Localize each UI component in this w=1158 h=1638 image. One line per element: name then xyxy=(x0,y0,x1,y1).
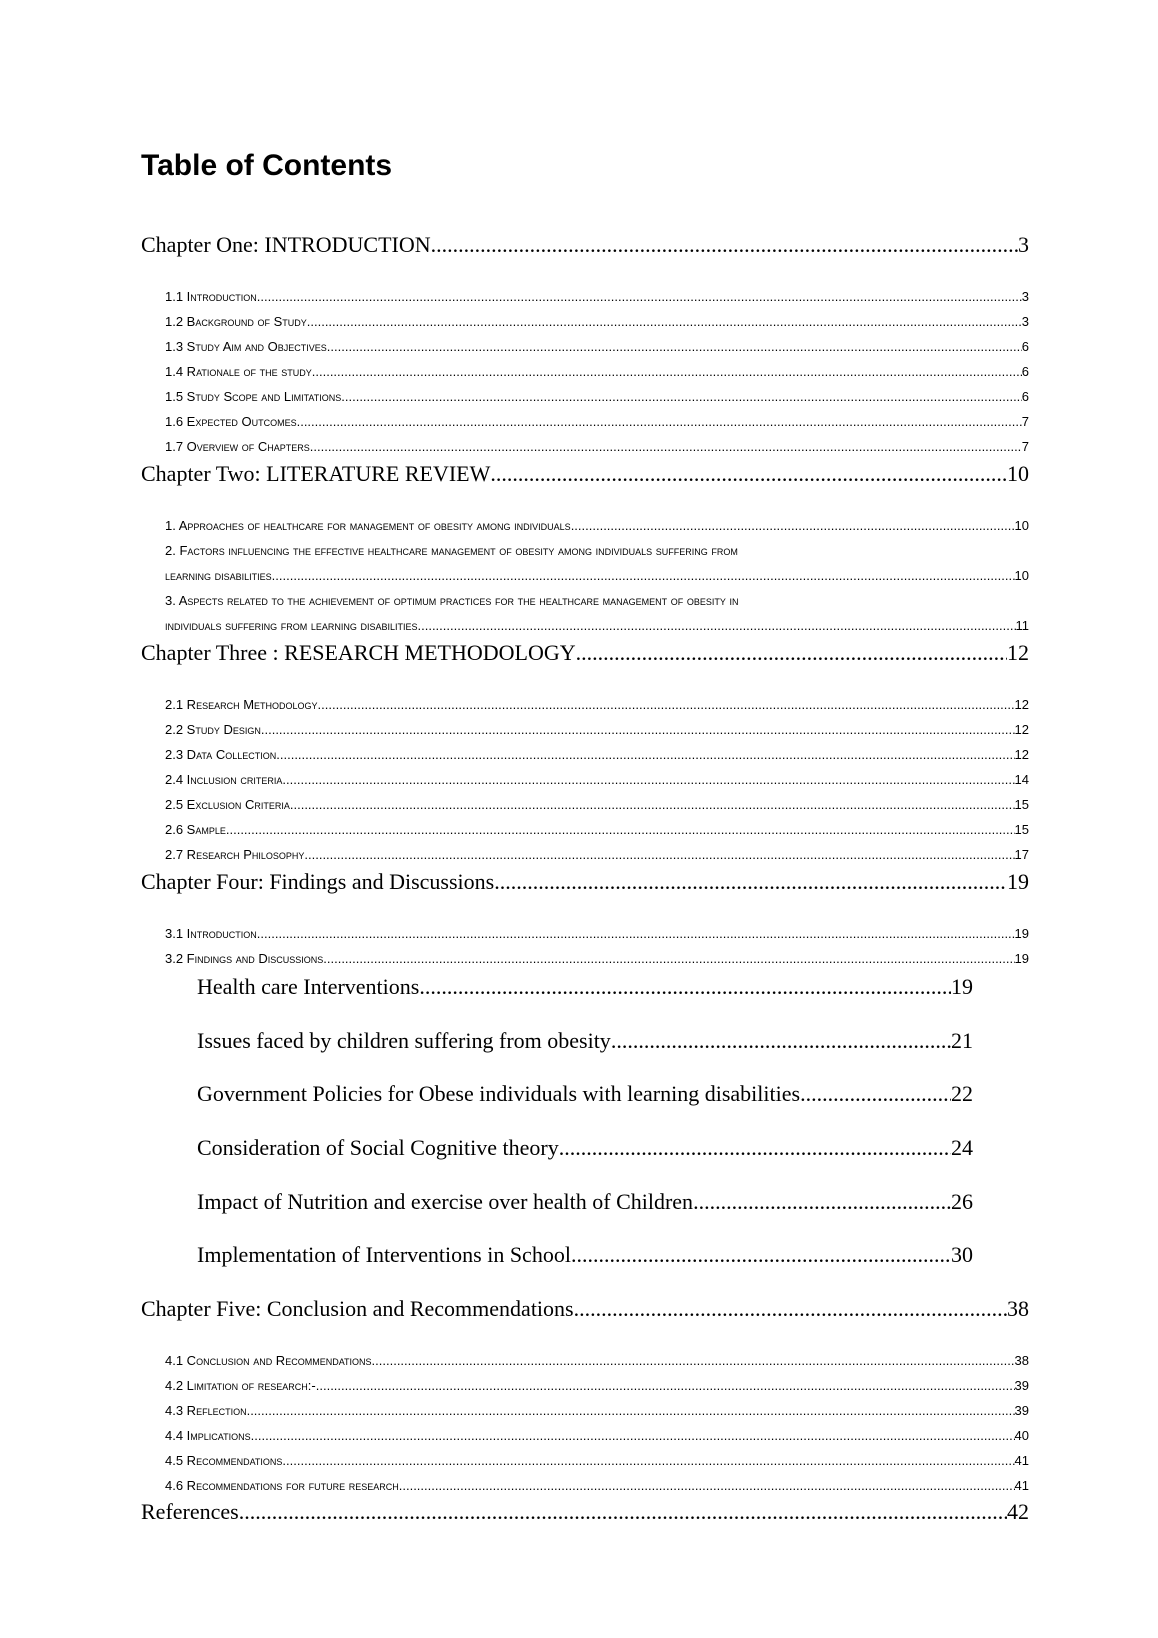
toc-entry-label: 2.3 Data Collection xyxy=(165,747,277,762)
toc-page-number: 11 xyxy=(1015,618,1029,633)
toc-entry-label: 1.4 Rationale of the study xyxy=(165,364,312,379)
toc-page-number: 40 xyxy=(1014,1428,1029,1443)
toc-entry-label: References xyxy=(141,1499,239,1524)
toc-page-number: 39 xyxy=(1014,1378,1029,1393)
toc-entry-label: individuals suffering from learning disabilities xyxy=(165,618,418,633)
toc-entry-label: Chapter Three : RESEARCH METHODOLOGY xyxy=(141,640,576,665)
toc-chapter-one[interactable] xyxy=(141,231,1029,259)
dot-leader xyxy=(239,1498,1007,1526)
toc-section-5-5[interactable] xyxy=(165,1451,1029,1471)
dot-leader xyxy=(282,1451,1014,1471)
toc-page-number: 22 xyxy=(951,1081,973,1106)
dot-leader xyxy=(431,231,1018,259)
toc-section-3-1[interactable] xyxy=(165,695,1029,715)
dot-leader xyxy=(500,868,1007,896)
dot-leader xyxy=(574,1295,1007,1323)
toc-page-number: 19 xyxy=(1014,951,1029,966)
toc-page-number: 41 xyxy=(1014,1453,1029,1468)
dot-leader xyxy=(323,949,1014,969)
toc-chapter-three[interactable] xyxy=(141,639,1029,667)
toc-section-5-6[interactable] xyxy=(165,1476,1029,1496)
toc-entry-label: 1.6 Expected Outcomes xyxy=(165,414,297,429)
dot-leader xyxy=(272,566,1015,586)
toc-entry-label: Chapter Five: Conclusion and Recommendations xyxy=(141,1296,574,1321)
dot-leader xyxy=(290,795,1015,815)
toc-entry-label: 4.5 Recommendations xyxy=(165,1453,283,1468)
dot-leader xyxy=(559,1134,951,1162)
toc-topic-government-policies[interactable] xyxy=(197,1080,973,1108)
dot-leader xyxy=(276,745,1014,765)
toc-entry-label: 1.1 Introduction xyxy=(165,289,257,304)
toc-references[interactable] xyxy=(141,1498,1029,1526)
dot-leader xyxy=(693,1188,951,1216)
dot-leader xyxy=(251,1426,1015,1446)
dot-leader xyxy=(490,460,1007,488)
toc-page-number: 6 xyxy=(1021,339,1029,354)
toc-topic-nutrition-exercise[interactable] xyxy=(197,1188,973,1216)
dot-leader xyxy=(310,437,1022,457)
dot-leader xyxy=(571,516,1015,536)
toc-page-number: 12 xyxy=(1014,747,1029,762)
toc-title: Table of Contents xyxy=(141,149,393,182)
toc-section-4-1[interactable] xyxy=(165,924,1029,944)
toc-page-number: 15 xyxy=(1014,797,1029,812)
toc-entry-label: 1. Approaches of healthcare for management of obesity among individuals xyxy=(165,518,571,533)
toc-page-number: 10 xyxy=(1007,461,1029,486)
toc-entry-label: 1.5 Study Scope and Limitations xyxy=(165,389,342,404)
toc-page-number: 26 xyxy=(951,1189,973,1214)
toc-topic-interventions-school[interactable] xyxy=(197,1241,973,1269)
dot-leader xyxy=(282,770,1014,790)
toc-section-3-6[interactable] xyxy=(165,820,1029,840)
toc-page-number: 30 xyxy=(951,1242,973,1267)
toc-page-number: 7 xyxy=(1021,439,1029,454)
toc-entry-label: 2.4 Inclusion criteria xyxy=(165,772,283,787)
dot-leader xyxy=(297,412,1022,432)
toc-entry-label: 1.7 Overview of Chapters xyxy=(165,439,310,454)
toc-topic-health-care-interventions[interactable] xyxy=(197,973,973,1001)
toc-entry-label: Implementation of Interventions in School xyxy=(197,1242,571,1267)
toc-section-1-3[interactable] xyxy=(165,337,1029,357)
dot-leader xyxy=(418,616,1016,636)
toc-page-number: 14 xyxy=(1014,772,1029,787)
toc-entry-label: 2.1 Research Methodology xyxy=(165,697,318,712)
toc-entry-label: Government Policies for Obese individuals with learning disabilities xyxy=(197,1081,801,1106)
toc-page-number: 10 xyxy=(1014,568,1029,583)
toc-page-number: 17 xyxy=(1014,847,1029,862)
toc-page-number: 6 xyxy=(1021,389,1029,404)
toc-page-number: 12 xyxy=(1014,722,1029,737)
toc-section-1-7[interactable] xyxy=(165,437,1029,457)
toc-page-number: 19 xyxy=(1014,926,1029,941)
toc-page-number: 41 xyxy=(1014,1478,1029,1493)
dot-leader xyxy=(372,1351,1015,1371)
toc-section-3-7[interactable] xyxy=(165,845,1029,865)
toc-page-number: 39 xyxy=(1014,1403,1029,1418)
toc-page-number: 3 xyxy=(1021,314,1029,329)
toc-section-2-3-line1[interactable]: 3. Aspects related to the achievement of optimum practices for the healthcare management of obesity in xyxy=(165,593,739,608)
toc-entry-label: 3.1 Introduction xyxy=(165,926,257,941)
dot-leader xyxy=(576,639,1007,667)
toc-entry-label: 1.2 Background of Study xyxy=(165,314,307,329)
toc-page-number: 12 xyxy=(1007,640,1029,665)
dot-leader xyxy=(318,695,1015,715)
toc-chapter-five[interactable] xyxy=(141,1295,1029,1323)
dot-leader xyxy=(247,1401,1015,1421)
toc-section-3-5[interactable] xyxy=(165,795,1029,815)
toc-entry-label: 4.1 Conclusion and Recommendations xyxy=(165,1353,372,1368)
toc-section-5-4[interactable] xyxy=(165,1426,1029,1446)
toc-section-2-2-line1[interactable]: 2. Factors influencing the effective healthcare management of obesity among individuals suffering from xyxy=(165,543,738,558)
dot-leader xyxy=(341,387,1022,407)
toc-entry-label: Issues faced by children suffering from obesity xyxy=(197,1028,611,1053)
dot-leader xyxy=(226,820,1015,840)
toc-page-number: 38 xyxy=(1014,1353,1029,1368)
toc-entry-label: 2.5 Exclusion Criteria xyxy=(165,797,290,812)
toc-section-1-4[interactable] xyxy=(165,362,1029,382)
dot-leader xyxy=(419,973,951,1001)
toc-entry-label: 4.4 Implications xyxy=(165,1428,251,1443)
toc-section-5-3[interactable] xyxy=(165,1401,1029,1421)
toc-page-number: 6 xyxy=(1021,364,1029,379)
toc-chapter-four[interactable] xyxy=(141,868,1029,896)
toc-section-5-2[interactable] xyxy=(165,1376,1029,1396)
dot-leader xyxy=(800,1080,951,1108)
toc-entry-label: 2.2 Study Design xyxy=(165,722,261,737)
toc-entry-label: Health care Interventions xyxy=(197,974,420,999)
toc-entry-label: learning disabilities xyxy=(165,568,272,583)
dot-leader xyxy=(399,1476,1015,1496)
toc-section-4-2[interactable] xyxy=(165,949,1029,969)
toc-section-3-2[interactable] xyxy=(165,720,1029,740)
toc-page-number: 10 xyxy=(1014,518,1029,533)
toc-entry-label: Chapter One: INTRODUCTION xyxy=(141,232,431,257)
toc-page-number: 19 xyxy=(951,974,973,999)
toc-page-number: 21 xyxy=(951,1028,973,1053)
toc-page-number: 3 xyxy=(1018,232,1029,257)
toc-page-number: 19 xyxy=(1007,869,1029,894)
toc-entry-label: 4.6 Recommendations for future research xyxy=(165,1478,399,1493)
toc-topic-social-cognitive-theory[interactable] xyxy=(197,1134,973,1162)
toc-section-5-1[interactable] xyxy=(165,1351,1029,1371)
toc-topic-issues-faced[interactable] xyxy=(197,1027,973,1055)
toc-section-2-1[interactable] xyxy=(165,516,1029,536)
toc-entry-label: Chapter Two: LITERATURE REVIEW xyxy=(141,461,491,486)
dot-leader xyxy=(312,362,1022,382)
dot-leader xyxy=(571,1241,951,1269)
dot-leader xyxy=(304,845,1014,865)
dot-leader xyxy=(257,287,1022,307)
toc-section-3-4[interactable] xyxy=(165,770,1029,790)
toc-entry-label: 2.7 Research Philosophy xyxy=(165,847,305,862)
toc-entry-label: Chapter Four: Findings and Discussions. xyxy=(141,869,500,894)
dot-leader xyxy=(611,1027,951,1055)
toc-page-number: 12 xyxy=(1014,697,1029,712)
toc-entry-label: 1.3 Study Aim and Objectives xyxy=(165,339,327,354)
toc-entry-label: 4.2 Limitation of research:- xyxy=(165,1378,316,1393)
toc-entry-label: 2.6 Sample xyxy=(165,822,226,837)
toc-page-number: 38 xyxy=(1007,1296,1029,1321)
dot-leader xyxy=(261,720,1015,740)
toc-page-number: 3 xyxy=(1021,289,1029,304)
toc-section-1-5[interactable] xyxy=(165,387,1029,407)
toc-page-number: 42 xyxy=(1007,1499,1029,1524)
toc-entry-label: Consideration of Social Cognitive theory xyxy=(197,1135,559,1160)
toc-section-1-1[interactable] xyxy=(165,287,1029,307)
toc-chapter-two[interactable] xyxy=(141,460,1029,488)
toc-page-number: 15 xyxy=(1014,822,1029,837)
toc-section-2-3[interactable] xyxy=(165,616,1029,636)
toc-entry-label: 3.2 Findings and Discussions xyxy=(165,951,324,966)
toc-entry-label: 4.3 Reflection xyxy=(165,1403,247,1418)
toc-entry-label: Impact of Nutrition and exercise over health of Children xyxy=(197,1189,694,1214)
toc-section-3-3[interactable] xyxy=(165,745,1029,765)
dot-leader xyxy=(307,312,1022,332)
toc-page-number: 7 xyxy=(1021,414,1029,429)
dot-leader xyxy=(257,924,1015,944)
toc-section-2-2[interactable] xyxy=(165,566,1029,586)
dot-leader xyxy=(327,337,1022,357)
dot-leader xyxy=(316,1376,1015,1396)
toc-page-number: 24 xyxy=(951,1135,973,1160)
toc-section-1-2[interactable] xyxy=(165,312,1029,332)
toc-section-1-6[interactable] xyxy=(165,412,1029,432)
